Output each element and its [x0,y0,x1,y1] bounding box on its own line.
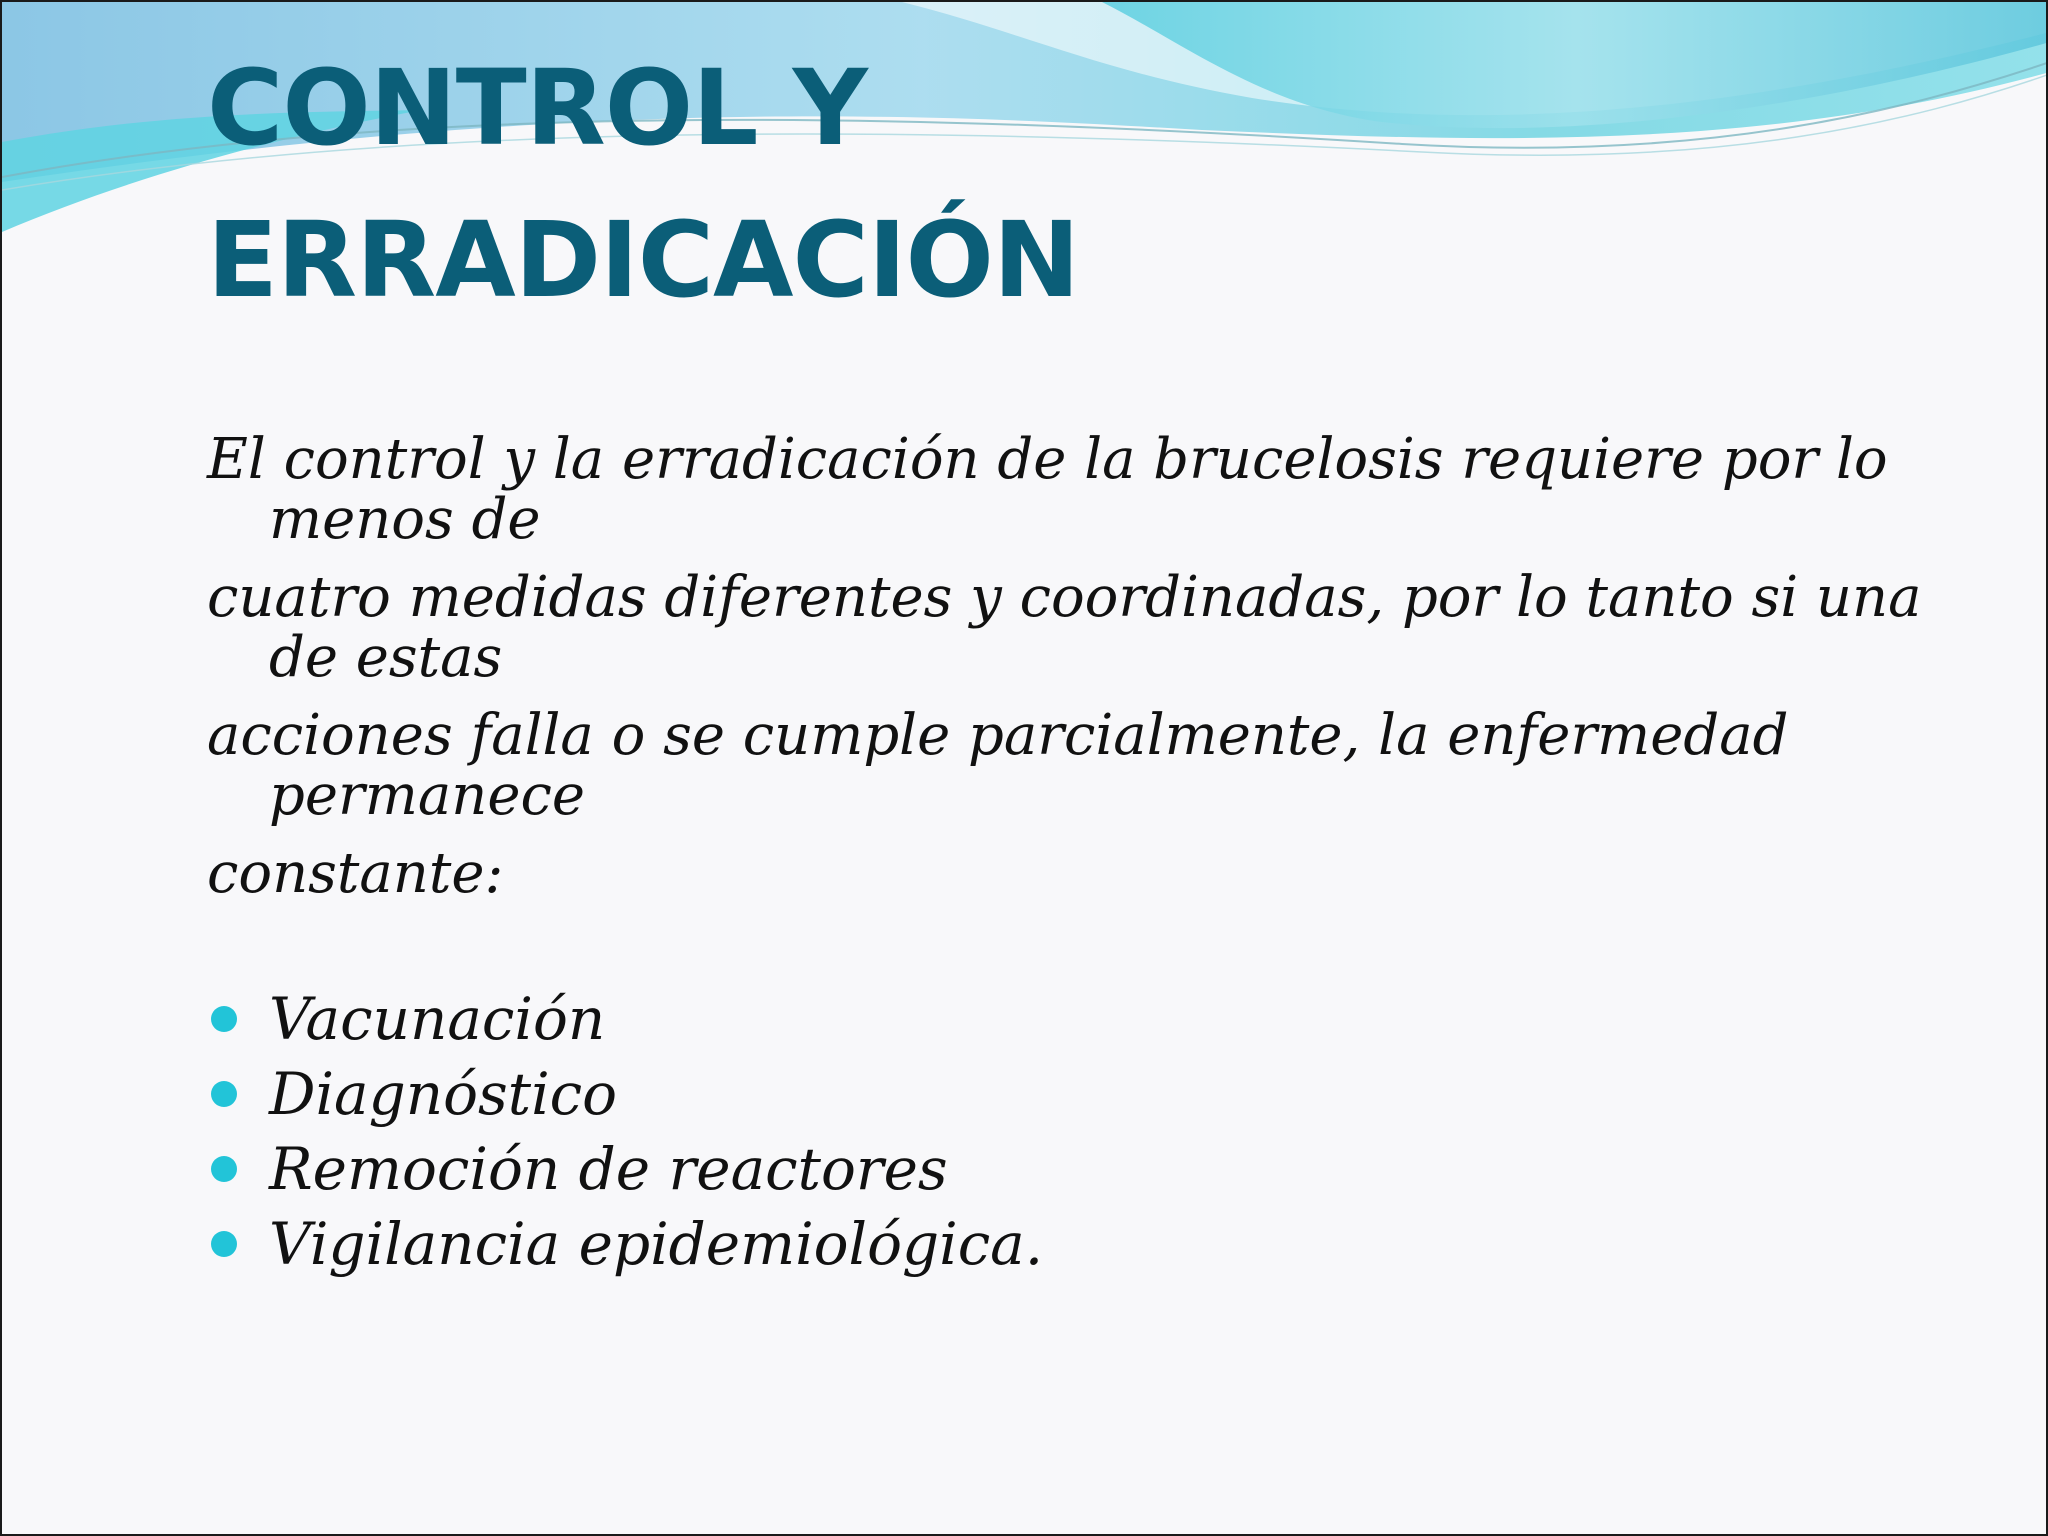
bullet-text: Vacunación [269,985,606,1053]
paragraph-line: El control y la erradicación de la brucelosis requiere por lo menos de [207,427,1888,552]
bullet-dot-icon [211,1006,237,1032]
bullet-text: Remoción de reactores [269,1135,948,1203]
bullet-item [207,1057,1043,1132]
body-paragraph [207,427,1987,906]
paragraph-line: acciones falla o se cumple parcialmente, la enfermedad permanece [207,703,1789,828]
paragraph-line: constante: [207,841,504,906]
bullet-list [207,982,1043,1282]
bullet-item [207,1207,1043,1282]
bullet-dot-icon [211,1156,237,1182]
paragraph-line: cuatro medidas diferentes y coordinadas, por lo tanto si una de estas [207,565,1922,690]
bullet-dot-icon [211,1081,237,1107]
title-line-2: ERRADICACIÓN [207,199,1079,321]
bullet-dot-icon [211,1231,237,1257]
bullet-text: Vigilancia epidemiológica. [269,1210,1044,1278]
bullet-text: Diagnóstico [269,1060,618,1128]
bullet-item [207,1132,1043,1207]
title-line-1: CONTROL Y [207,47,867,169]
slide-title [207,32,1079,336]
bullet-item [207,982,1043,1057]
